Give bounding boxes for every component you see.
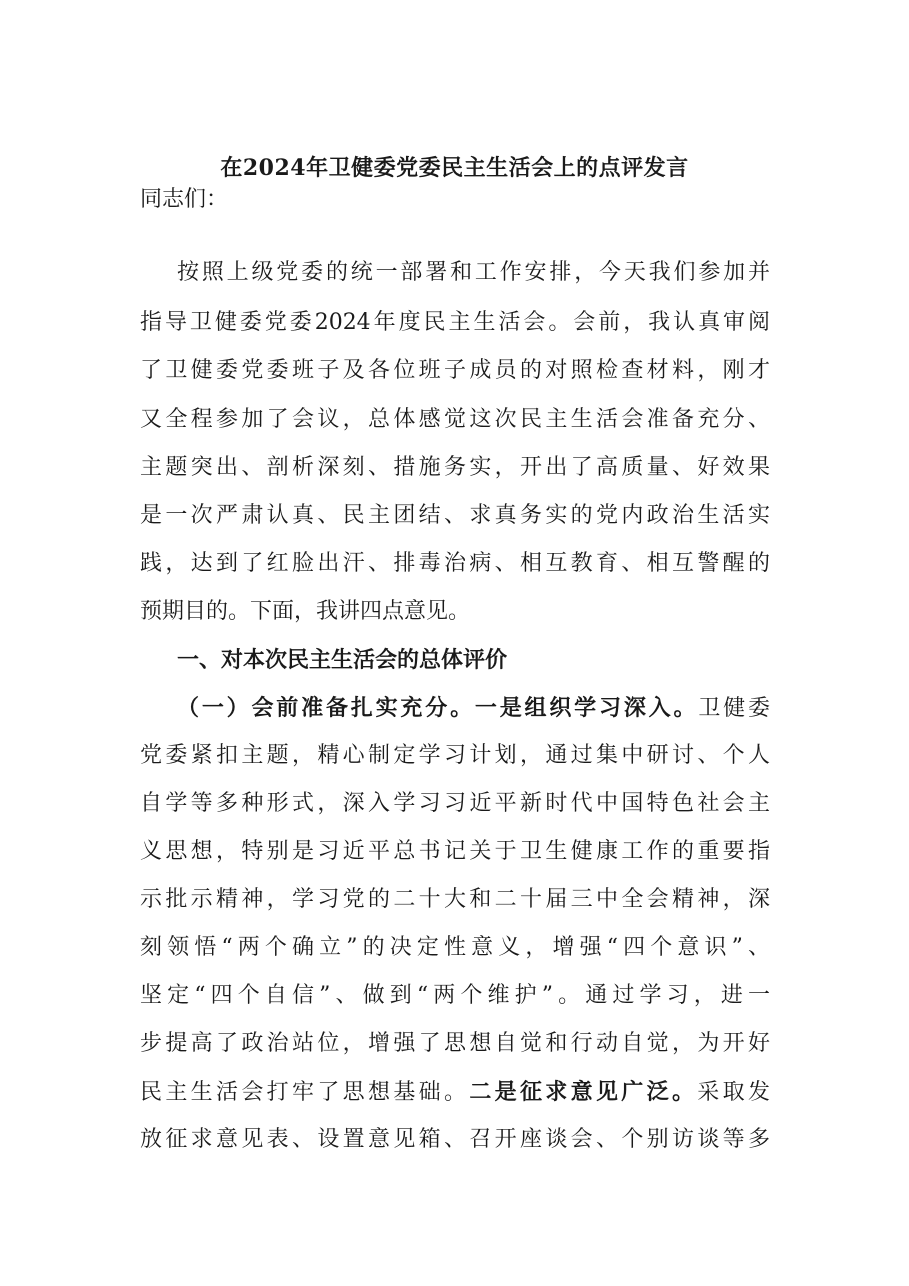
- salutation: 同志们：: [140, 187, 229, 212]
- body-line: 党委紧扣主题，精心制定学习计划，通过集中研讨、个人: [140, 743, 770, 768]
- point-heading: 一是组织学习深入。: [474, 695, 699, 721]
- body-text: 采取发: [697, 1080, 770, 1105]
- body-line: 坚定“四个自信”、做到“两个维护”。通过学习，进一: [140, 983, 770, 1008]
- intro-line: 践，达到了红脸出汗、排毒治病、相互教育、相互警醒的: [140, 551, 770, 576]
- body-line: 示批示精神，学习党的二十大和二十届三中全会精神，深: [140, 887, 770, 912]
- point-heading: 二是征求意见广泛。: [469, 1079, 698, 1105]
- body-line: 步提高了政治站位，增强了思想自觉和行动自觉，为开好: [140, 1031, 770, 1056]
- intro-line: 指导卫健委党委2024年度民主生活会。会前，我认真审阅: [140, 310, 770, 335]
- section-heading: 一、对本次民主生活会的总体评价: [177, 647, 508, 673]
- intro-line: 按照上级党委的统一部署和工作安排，今天我们参加并: [177, 260, 770, 285]
- body-text: 卫健委: [698, 696, 770, 721]
- body-text: 民主生活会打牢了思想基础。: [140, 1080, 470, 1105]
- intro-line: 是一次严肃认真、民主团结、求真务实的党内政治生活实: [140, 503, 770, 528]
- intro-line: 主题突出、剖析深刻、措施务实，开出了高质量、好效果: [140, 455, 770, 480]
- document-title: 在2024年卫健委党委民主生活会上的点评发言: [220, 155, 689, 181]
- body-line: 刻领悟“两个确立”的决定性意义，增强“四个意识”、: [140, 935, 770, 960]
- body-line: 自学等多种形式，深入学习习近平新时代中国特色社会主: [140, 791, 770, 816]
- body-line-mixed: [140, 1074, 770, 1110]
- intro-line: 预期目的。下面，我讲四点意见。: [140, 599, 471, 624]
- body-line: 放征求意见表、设置意见箱、召开座谈会、个别访谈等多: [140, 1127, 770, 1152]
- subsection-heading: （一）会前准备扎实充分。: [177, 695, 475, 721]
- intro-line: 了卫健委党委班子及各位班子成员的对照检查材料，刚才: [140, 358, 770, 383]
- body-line: 义思想，特别是习近平总书记关于卫生健康工作的重要指: [140, 839, 770, 864]
- intro-line: 又全程参加了会议，总体感觉这次民主生活会准备充分、: [140, 407, 770, 432]
- subsection-first-line: [177, 690, 770, 726]
